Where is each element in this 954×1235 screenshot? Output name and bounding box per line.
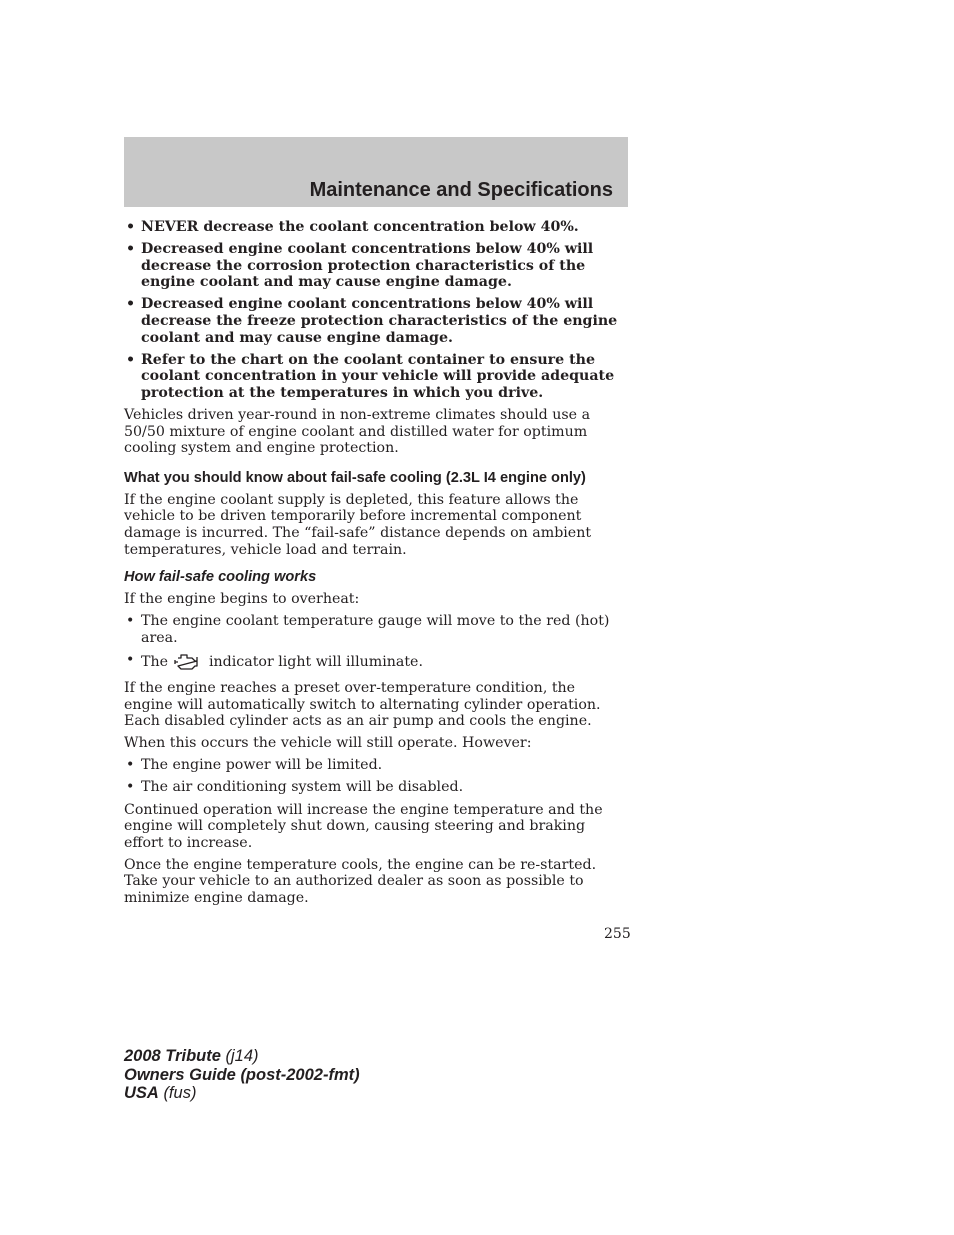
bullet-glyph: • <box>126 241 136 258</box>
list-item: • The engine power will be limited. <box>126 757 383 774</box>
paragraph-operate: When this occurs the vehicle will still operate. However: <box>124 735 532 752</box>
warning-item: • Decreased engine coolant concentrations below 40% will decrease the freeze protection characteristics of the engine coolant and may cause engine damage. <box>126 296 618 346</box>
paragraph-preset: If the engine reaches a preset over-temperature condition, the engine will automatically switch to alternating cylinder operation. Each disabled cylinder acts as an air pump and cools the engine. <box>124 679 601 730</box>
bullet-glyph: • <box>126 757 135 774</box>
warning-list <box>124 219 628 401</box>
list-item: • The indicator light will illuminate. <box>124 652 628 675</box>
document-footer <box>124 1047 360 1103</box>
operate-list <box>124 757 628 796</box>
list-item: • The engine coolant temperature gauge will move to the red (hot) area. <box>126 613 610 646</box>
paragraph-mixture: Vehicles driven year-round in non-extreme climates should use a 50/50 mixture of engine coolant and distilled water for optimum cooling system and engine protection. <box>124 406 591 457</box>
bullet-glyph: • <box>126 351 136 368</box>
check-engine-icon <box>172 652 200 675</box>
list-item: • The air conditioning system will be disabled. <box>126 779 464 796</box>
subheading-how-it-works: How fail-safe cooling works <box>124 569 317 586</box>
paragraph-continued: Continued operation will increase the engine temperature and the engine will completely shut down, causing steering and braking effort to increase. <box>124 801 603 851</box>
page-content <box>124 219 628 912</box>
bullet-glyph: • <box>126 219 136 235</box>
footer-line-guide: Owners Guide (post-2002-fmt) <box>124 1065 360 1084</box>
footer-line-model: 2008 Tribute (j14) <box>124 1047 259 1065</box>
paragraph-once: Once the engine temperature cools, the engine can be re-started. Take your vehicle to an authorized dealer as soon as possible to minimize engine damage. <box>124 856 597 906</box>
bullet-glyph: • <box>126 779 135 796</box>
overheat-list <box>124 613 628 674</box>
bullet-glyph: • <box>126 651 135 668</box>
section-header-band <box>124 137 628 207</box>
bullet-glyph: • <box>126 613 135 630</box>
paragraph-failsafe: If the engine coolant supply is depleted, this feature allows the vehicle to be driven temporarily before incremental component damage is incurred. The “fail-safe” distance depends on ambient temperatures, vehicle load and terrain. <box>124 491 592 558</box>
warning-item: • Refer to the chart on the coolant container to ensure the coolant concentration in your vehicle will provide adequate protection at the temperatures in which you drive. <box>126 351 615 401</box>
warning-item: • NEVER decrease the coolant concentration below 40%. <box>126 219 579 235</box>
footer-line-market: USA (fus) <box>124 1084 197 1102</box>
heading-failsafe: What you should know about fail-safe cooling (2.3L I4 engine only) <box>124 469 586 486</box>
warning-item: • Decreased engine coolant concentrations below 40% will decrease the corrosion protection characteristics of the engine coolant and may cause engine damage. <box>126 241 594 291</box>
bullet-glyph: • <box>126 296 136 313</box>
section-title: Maintenance and Specifications <box>309 179 613 201</box>
paragraph-overheat: If the engine begins to overheat: <box>124 591 360 608</box>
page-number: 255 <box>604 926 631 942</box>
